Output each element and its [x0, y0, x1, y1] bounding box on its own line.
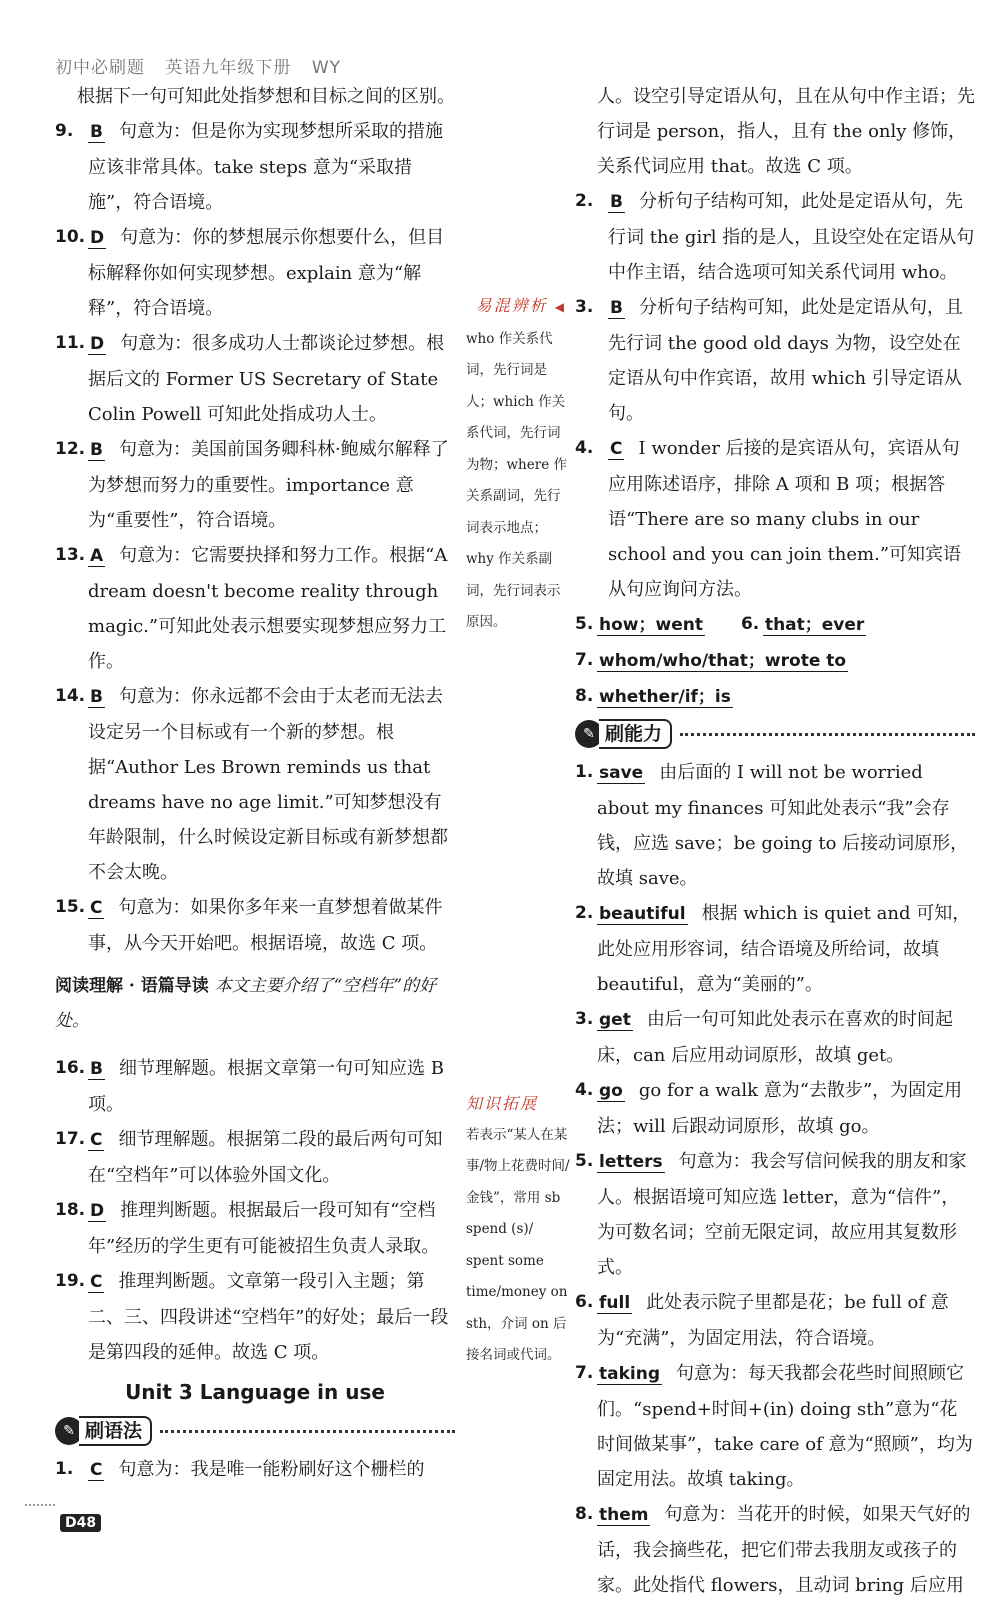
pen-icon: ✎	[575, 720, 603, 748]
answer-choice: C	[90, 1460, 103, 1480]
explanation-text: 由后面的 I will not be worried about my finances 可知此处表示“我”会存钱，应选 save；be going to 后接动词原形，故填 save。	[597, 762, 969, 889]
item-number: 2.	[575, 903, 594, 923]
item-number: 4.	[575, 438, 594, 458]
answer-fill: go	[599, 1081, 623, 1101]
answer-item	[575, 643, 975, 679]
item-number: 18.	[55, 1200, 86, 1220]
answer-choice: D	[90, 1201, 105, 1221]
explanation-text: 句意为：它需要抉择和努力工作。根据“A dream doesn't become reality through magic.”可知此处表示想要实现梦想应努力工作。	[88, 545, 448, 672]
answer-choice: B	[90, 122, 103, 142]
explanation-text: 由后一句可知此处表示在喜欢的时间起床，can 后应用动词原形，故填 get。	[597, 1009, 953, 1066]
answer-pair	[575, 607, 975, 643]
answer-fill: how；went	[599, 615, 703, 635]
explanation-text: 句意为：很多成功人士都谈论过梦想。根据后文的 Former US Secretary of State Colin Powell 可知此处指成功人士。	[88, 333, 445, 425]
page-number: D48	[60, 1514, 101, 1532]
answer-item	[55, 326, 455, 432]
answer-item	[575, 290, 975, 431]
answer-item	[55, 679, 455, 890]
item-number: 8.	[575, 686, 594, 706]
reading-guide	[55, 969, 455, 1039]
item-number: 2.	[575, 191, 594, 211]
item-number: 1.	[575, 762, 594, 782]
item-number: 6.	[740, 614, 760, 634]
answer-item	[55, 1264, 455, 1370]
answer-item	[55, 1452, 455, 1488]
answer-choice: D	[90, 334, 105, 354]
reading-guide-label: 阅读理解 · 语篇导读	[55, 976, 209, 996]
answer-item	[575, 184, 975, 290]
item-number: 3.	[575, 1009, 594, 1029]
answer-item	[55, 1051, 455, 1122]
tip-title: 知识拓展	[466, 1094, 539, 1113]
tip-text: who 作关系代词，先行词是人；which 作关系代词，先行词为物；where 作关系副词，先行词表示地点；why 作关系副词，先行词表示原因。	[466, 330, 567, 630]
explanation-text: go for a walk 意为“去散步”，为固定用法；will 后跟动词原形，故填 go。	[597, 1080, 963, 1137]
explanation-text: 句意为：你的梦想展示你想要什么，但目标解释你如何实现梦想。explain 意为“解释”，符合语境。	[88, 227, 445, 319]
item-number: 12.	[55, 439, 86, 459]
answer-choice: C	[90, 1272, 103, 1292]
explanation-text: 推理判断题。文章第一段引入主题；第二、三、四段讲述“空档年”的好处；最后一段是第四段的延伸。故选 C 项。	[88, 1271, 449, 1363]
banner-title: 刷语法	[79, 1416, 152, 1446]
answer-item	[55, 538, 455, 679]
left-column	[55, 79, 455, 1488]
answer-fill: letters	[599, 1152, 663, 1172]
answer-fill: save	[599, 763, 644, 783]
item-number: 8.	[575, 1504, 594, 1524]
answer-fill: full	[599, 1293, 631, 1313]
explanation-text: 分析句子结构可知，此处是定语从句，且先行词 the good old days 为物，设空处在定语从句中作宾语，故用 which 引导定语从句。	[608, 297, 963, 424]
book-name: 初中必刷题	[55, 58, 145, 78]
answer-fill: beautiful	[599, 904, 686, 924]
answer-fill: whether/if；is	[599, 687, 731, 707]
answer-choice: C	[90, 898, 103, 918]
section-banner-grammar	[55, 1414, 455, 1448]
explanation-text: 句意为：每天我都会花些时间照顾它们。“spend+时间+(in) doing sth”意为“花时间做某事”，take care of 意为“照顾”，均为固定用法。故填 taking。	[597, 1363, 973, 1490]
page-header	[55, 53, 355, 78]
answer-item	[575, 1002, 975, 1073]
answer-choice: B	[90, 687, 103, 707]
explanation-text: I wonder 后接的是宾语从句，宾语从句应用陈述语序，排除 A 项和 B 项；根据答语“There are so many clubs in our school and you can join them.”可知宾语从句应询问方法。	[608, 438, 962, 600]
subject-name: 英语九年级下册	[165, 58, 292, 78]
answer-fill: whom/who/that；wrote to	[599, 651, 847, 671]
answer-item	[741, 607, 880, 643]
tip-box-extension	[466, 1088, 570, 1372]
explanation-text: 句意为：如果你多年来一直梦想着做某件事，从今天开始吧。根据语境，故选 C 项。	[88, 897, 443, 954]
answer-item	[55, 1122, 455, 1193]
explanation-text: 根据 which is quiet and 可知，此处应用形容词，结合语境及所给词，故填 beautiful，意为“美丽的”。	[597, 903, 971, 995]
answer-item	[575, 679, 975, 715]
answer-choice: B	[90, 440, 103, 460]
answer-item	[575, 431, 975, 607]
answer-item	[575, 1073, 975, 1144]
explanation-text: 细节理解题。根据第二段的最后两句可知在“空档年”可以体验外国文化。	[88, 1129, 443, 1186]
answer-item	[55, 1193, 455, 1264]
item-number: 7.	[575, 650, 594, 670]
explanation-text: 推理判断题。根据最后一段可知有“空档年”经历的学生更有可能被招生负责人录取。	[88, 1200, 440, 1257]
tip-title-text: 易混辨析	[475, 296, 548, 315]
banner-title: 刷能力	[599, 719, 672, 749]
item-number: 4.	[575, 1080, 594, 1100]
item-number: 9.	[55, 121, 74, 141]
explanation-text: 句意为：当花开的时候，如果天气好的话，我会摘些花，把它们带去我朋友或孩子的家。此处指代 flowers，且动词 bring 后应用	[597, 1504, 971, 1596]
item-number: 5.	[575, 614, 594, 634]
answer-choice: B	[610, 298, 623, 318]
item-number: 13.	[55, 545, 86, 565]
section-banner-ability	[575, 717, 975, 751]
tip-text: 若表示“某人在某事/物上花费时间/金钱”，常用 sb spend (s)/ spent some time/money on sth，介词 on 后接名词或代词。	[466, 1126, 570, 1363]
answer-choice: B	[90, 1059, 103, 1079]
pen-icon: ✎	[55, 1417, 83, 1445]
answer-fill: get	[599, 1010, 631, 1030]
footer-dotted-line	[25, 1504, 55, 1506]
arrow-icon: ◀	[554, 300, 566, 314]
answer-item	[575, 1356, 975, 1497]
item-number: 1.	[55, 1459, 74, 1479]
answer-item	[55, 890, 455, 961]
item-number: 11.	[55, 333, 86, 353]
dotted-divider	[160, 1430, 455, 1433]
tip-title	[466, 290, 570, 324]
answer-fill: that；ever	[764, 615, 865, 635]
answer-choice: D	[90, 228, 105, 248]
edition-label: WY	[311, 58, 342, 78]
answer-fill: taking	[599, 1364, 661, 1384]
answer-item	[55, 432, 455, 538]
continuation-text: 根据下一句可知此处指梦想和目标之间的区别。	[77, 86, 455, 107]
answer-item	[575, 1144, 975, 1285]
answer-choice: B	[610, 192, 623, 212]
answer-item	[575, 896, 975, 1002]
item-number: 5.	[575, 1151, 594, 1171]
right-column	[575, 79, 975, 1603]
item-number: 14.	[55, 686, 86, 706]
tip-box-confusable	[466, 290, 570, 639]
item-number: 17.	[55, 1129, 86, 1149]
dotted-divider	[680, 733, 975, 736]
answer-item	[575, 755, 975, 896]
unit-title: Unit 3 Language in use	[125, 1380, 385, 1404]
item-number: 6.	[575, 1292, 594, 1312]
answer-item	[575, 1285, 975, 1356]
answer-choice: A	[90, 546, 104, 566]
item-number: 19.	[55, 1271, 86, 1291]
item-number: 10.	[55, 227, 86, 247]
explanation-text: 细节理解题。根据文章第一句可知应选 B 项。	[88, 1058, 444, 1115]
explanation-text: 句意为：我是唯一能粉刷好这个栅栏的	[118, 1459, 425, 1480]
answer-fill: them	[599, 1505, 649, 1525]
item-number: 3.	[575, 297, 594, 317]
explanation-text: 句意为：我会写信问候我的朋友和家人。根据语境可知应选 letter，意为“信件”，为可数名词；空前无限定词，故应用其复数形式。	[597, 1151, 967, 1278]
continuation-text: 人。设空引导定语从句，且在从句中作主语；先行词是 person，指人，且有 the only 修饰，关系代词应用 that。故选 C 项。	[597, 86, 975, 177]
answer-item	[55, 114, 455, 220]
explanation-text: 句意为：美国前国务卿科林·鲍威尔解释了为梦想而努力的重要性。importance 意为“重要性”，符合语境。	[88, 439, 449, 531]
answer-choice: C	[610, 439, 623, 459]
item-number: 16.	[55, 1058, 86, 1078]
reading-guide-desc: 本文主要介绍了“空档年”的好处。	[55, 976, 437, 1031]
explanation-text: 句意为：但是你为实现梦想所采取的措施应该非常具体。take steps 意为“采取措施”，符合语境。	[88, 121, 443, 213]
answer-choice: C	[90, 1130, 103, 1150]
answer-item	[575, 607, 719, 643]
explanation-text: 分析句子结构可知，此处是定语从句，先行词 the girl 指的是人，且设空处在定语从句中作主语，结合选项可知关系代词用 who。	[608, 191, 975, 283]
explanation-text: 此处表示院子里都是花；be full of 意为“充满”，为固定用法，符合语境。	[597, 1292, 949, 1349]
explanation-text: 句意为：你永远都不会由于太老而无法去设定另一个目标或有一个新的梦想。根据“Author Les Brown reminds us that dreams have no age limit.”可知梦想没有年龄限制，什么时候设定新目标或有新梦想都不会太晚。	[88, 686, 448, 883]
answer-item	[575, 1497, 975, 1603]
item-number: 7.	[575, 1363, 594, 1383]
answer-item	[55, 220, 455, 326]
item-number: 15.	[55, 897, 86, 917]
